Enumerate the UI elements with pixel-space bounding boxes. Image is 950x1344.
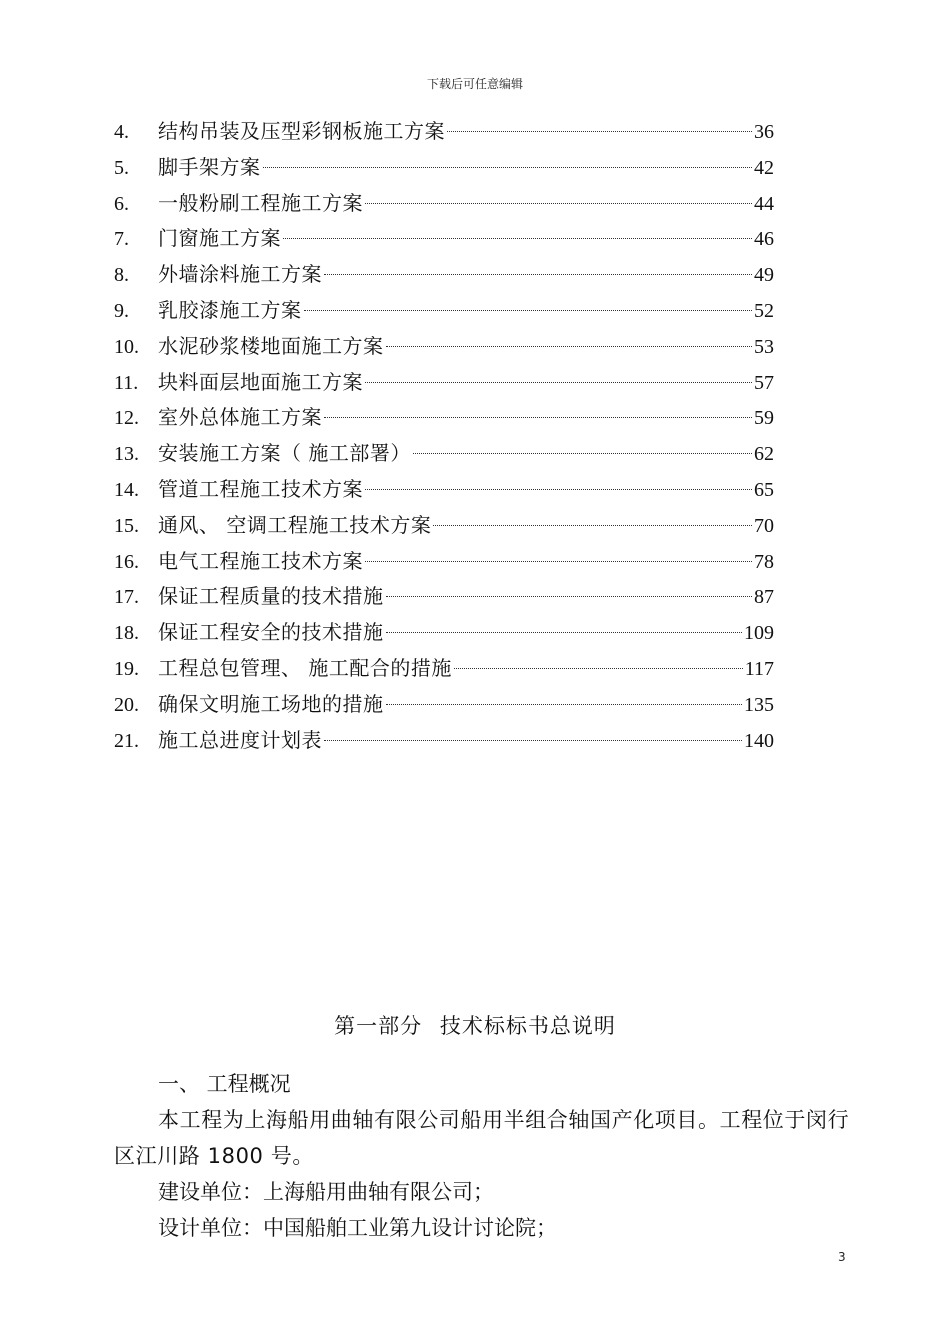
toc-entry-title: 保证工程安全的技术措施 — [158, 620, 384, 645]
toc-entry[interactable] — [114, 651, 774, 687]
toc-entry-title: 电气工程施工技术方案 — [158, 548, 363, 573]
toc-dot-leader — [365, 203, 752, 204]
toc-entry[interactable] — [114, 400, 774, 436]
toc-entry-title: 管道工程施工技术方案 — [158, 476, 363, 501]
toc-entry[interactable] — [114, 293, 774, 329]
toc-entry-title: 水泥砂浆楼地面施工方案 — [158, 333, 384, 358]
toc-dot-leader — [413, 453, 752, 454]
toc-dot-leader — [263, 167, 753, 168]
overview-paragraph: 本工程为上海船用曲轴有限公司船用半组合轴国产化项目。工程位于闵行区江川路 1800 号。 — [114, 1108, 850, 1168]
toc-entry-page: 109 — [744, 622, 774, 645]
toc-entry-page: 117 — [744, 657, 774, 680]
toc-entry-number: 9. — [114, 299, 129, 322]
toc-entry-number: 11. — [114, 371, 139, 394]
toc-entry-number: 21. — [114, 729, 139, 752]
overview-heading: 一、 工程概况 — [158, 1072, 291, 1096]
toc-entry-page: 36 — [754, 121, 774, 143]
toc-entry-page: 135 — [744, 693, 774, 716]
toc-entry-number: 18. — [114, 622, 139, 645]
toc-dot-leader — [365, 382, 752, 383]
toc-dot-leader — [283, 238, 752, 239]
toc-dot-leader — [324, 417, 752, 418]
toc-entry-title: 结构吊装及压型彩钢板施工方案 — [158, 119, 445, 143]
toc-dot-leader — [324, 274, 752, 275]
toc-entry[interactable] — [114, 472, 774, 508]
toc-dot-leader — [365, 561, 752, 562]
toc-entry-title: 脚手架方案 — [158, 154, 261, 179]
toc-entry[interactable] — [114, 365, 774, 401]
toc-entry-page: 65 — [754, 478, 774, 501]
toc-entry-title: 一般粉刷工程施工方案 — [158, 190, 363, 215]
toc-entry[interactable] — [114, 150, 774, 186]
toc-entry-page: 53 — [754, 335, 774, 358]
toc-entry-number: 6. — [114, 192, 129, 215]
header-note: 下载后可任意编辑 — [426, 77, 523, 91]
toc-entry-number: 10. — [114, 335, 139, 358]
toc-entry-page: 70 — [754, 514, 774, 537]
toc-entry-title: 保证工程质量的技术措施 — [158, 584, 384, 609]
table-of-contents — [114, 114, 774, 758]
toc-entry-number: 4. — [114, 121, 129, 143]
toc-entry[interactable] — [114, 436, 774, 472]
toc-entry-page: 62 — [754, 443, 774, 466]
toc-entry-number: 15. — [114, 514, 139, 537]
toc-dot-leader — [324, 740, 742, 741]
toc-entry[interactable] — [114, 329, 774, 365]
toc-entry-title: 施工总进度计划表 — [158, 727, 322, 752]
toc-entry[interactable] — [114, 114, 774, 150]
toc-entry-number: 8. — [114, 264, 129, 287]
toc-dot-leader — [433, 525, 752, 526]
toc-entry[interactable] — [114, 544, 774, 580]
toc-entry[interactable] — [114, 221, 774, 257]
toc-entry[interactable] — [114, 615, 774, 651]
toc-entry-title: 室外总体施工方案 — [158, 405, 322, 430]
toc-entry-page: 59 — [754, 407, 774, 430]
toc-entry-title: 通风、 空调工程施工技术方案 — [158, 512, 432, 537]
toc-entry-page: 78 — [754, 550, 774, 573]
toc-dot-leader — [386, 704, 743, 705]
toc-entry-title: 门窗施工方案 — [158, 226, 281, 251]
toc-entry-number: 14. — [114, 478, 139, 501]
toc-entry-page: 57 — [754, 371, 774, 394]
toc-entry-number: 5. — [114, 156, 129, 179]
toc-entry[interactable] — [114, 257, 774, 293]
toc-entry-page: 49 — [754, 264, 774, 287]
toc-entry-page: 140 — [744, 729, 774, 752]
toc-entry[interactable] — [114, 687, 774, 723]
toc-entry-number: 20. — [114, 693, 139, 716]
toc-entry-title: 确保文明施工场地的措施 — [158, 691, 384, 716]
toc-dot-leader — [386, 632, 743, 633]
toc-entry-title: 块料面层地面施工方案 — [158, 369, 363, 394]
toc-entry-title: 外墙涂料施工方案 — [158, 262, 322, 287]
toc-dot-leader — [454, 668, 743, 669]
toc-entry-page: 52 — [754, 299, 774, 322]
toc-entry[interactable] — [114, 508, 774, 544]
toc-entry-page: 44 — [754, 192, 774, 215]
toc-entry-title: 工程总包管理、 施工配合的措施 — [158, 655, 452, 680]
toc-entry-number: 16. — [114, 550, 139, 573]
toc-entry-number: 19. — [114, 657, 139, 680]
design-unit-line: 设计单位：中国船舶工业第九设计讨论院； — [158, 1216, 557, 1240]
toc-entry-title: 乳胶漆施工方案 — [158, 297, 302, 322]
toc-entry-page: 42 — [754, 156, 774, 179]
toc-dot-leader — [386, 346, 753, 347]
section-title: 第一部分 技术标标书总说明 — [334, 1014, 616, 1038]
toc-entry-number: 7. — [114, 228, 129, 251]
toc-entry-page: 46 — [754, 228, 774, 251]
build-unit-line: 建设单位：上海船用曲轴有限公司； — [158, 1180, 494, 1204]
toc-entry[interactable] — [114, 579, 774, 615]
toc-dot-leader — [365, 489, 752, 490]
toc-dot-leader — [447, 131, 752, 132]
toc-dot-leader — [386, 596, 753, 597]
toc-entry-number: 13. — [114, 443, 139, 466]
toc-entry[interactable] — [114, 723, 774, 759]
toc-entry-number: 12. — [114, 407, 139, 430]
toc-entry-page: 87 — [754, 586, 774, 609]
toc-entry[interactable] — [114, 186, 774, 222]
toc-entry-number: 17. — [114, 586, 139, 609]
page-number: 3 — [838, 1250, 846, 1264]
toc-dot-leader — [304, 310, 753, 311]
toc-entry-title: 安装施工方案（ 施工部署） — [158, 441, 411, 466]
